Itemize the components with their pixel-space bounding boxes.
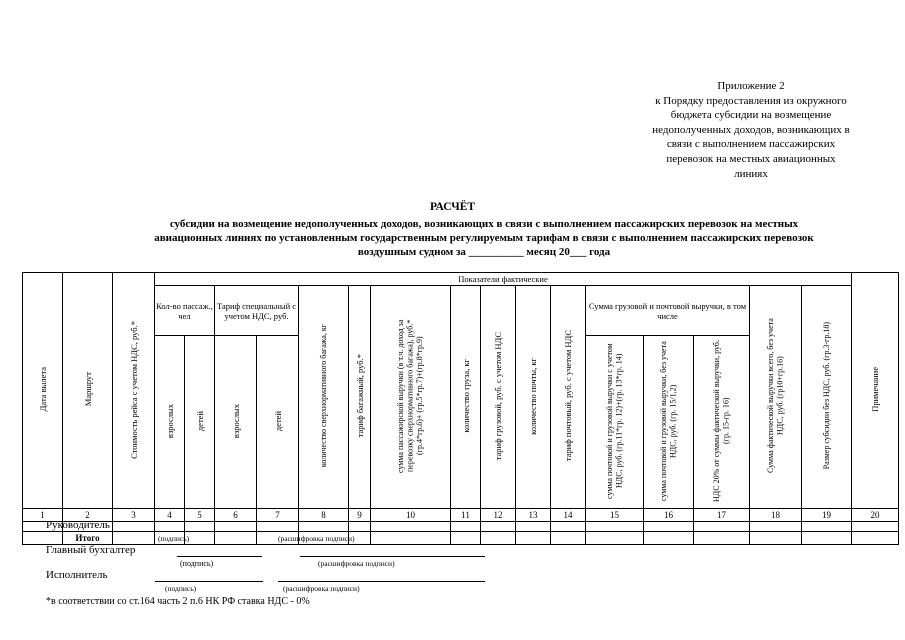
column-number: 15 <box>586 509 644 522</box>
header-total-revenue: Сумма фактической выручки всего, без учета НДС, руб. (гр10+гр.16) <box>750 286 802 509</box>
header-cargo-mail-revenue: Сумма грузовой и почтовой выручки, в том числе <box>586 286 750 336</box>
signature-caption: (подпись) <box>180 559 214 568</box>
appendix-line: бюджета субсидии на возмещение <box>670 109 832 122</box>
appendix-line: линиях <box>734 167 768 180</box>
column-number: 2 <box>63 509 113 522</box>
header-pax-adults: взрослых <box>155 336 185 509</box>
header-route: Маршрут <box>63 273 113 509</box>
column-number: 3 <box>113 509 155 522</box>
column-number: 4 <box>155 509 185 522</box>
header-vat20: НДС 20% от суммы фактической выручки, руб. (гр. 15-гр. 16) <box>694 336 750 509</box>
accountant-decoding-line[interactable] <box>300 556 485 557</box>
appendix-line: к Порядку предоставления из окружного <box>655 94 847 107</box>
appendix-line: Приложение 2 <box>717 80 785 92</box>
header-tariff-adults: взрослых <box>215 336 257 509</box>
subtitle-line: воздушным судном за __________ месяц 20___ года <box>357 245 611 258</box>
header-special-tariff: Тариф специальный с учетом НДС, руб. <box>215 286 299 336</box>
appendix-line: связи с выполнением пассажирских <box>666 138 836 151</box>
header-note: Примечание <box>852 273 899 509</box>
column-number: 5 <box>185 509 215 522</box>
column-number: 14 <box>551 509 586 522</box>
header-excess-baggage: количество сверхнормативного багажа, кг <box>299 286 349 509</box>
signature-caption: (подпись) <box>165 584 197 593</box>
signature-caption: (подпись) <box>158 534 190 543</box>
column-number: 7 <box>257 509 299 522</box>
decoding-caption: (расшифровка подписи) <box>283 584 360 593</box>
total-row <box>23 532 899 545</box>
header-cost: Стоимость рейса с учетом НДС, руб.* <box>113 273 155 509</box>
document-subtitle <box>94 218 874 259</box>
decoding-caption: (расшифровка подписи) <box>318 559 395 568</box>
executor-decoding-line[interactable] <box>278 581 485 582</box>
header-date: Дата вылета <box>23 273 63 509</box>
header-mail-tariff: тариф почтовый, руб. с учетом НДС <box>551 286 586 509</box>
executor-label: Исполнитель <box>46 569 108 581</box>
column-numbers-row <box>23 509 899 522</box>
header-pax-revenue: сумма пассажирской выручки (в т.ч. доход за перевозку сверхнормативного багажа), руб.* (гр.4*гр.6)+ (гр.5*гр.7)+(гр.8*гр.9) <box>371 286 451 509</box>
head-label: Руководитель <box>46 519 110 531</box>
footnote: *в соответствии со ст.164 часть 2 п.6 НК РФ ставка НДС - 0% <box>46 596 310 607</box>
column-number: 13 <box>516 509 551 522</box>
header-pax-children: детей <box>185 336 215 509</box>
subtitle-line: субсидии на возмещение недополученных доходов, возникающих в связи с выполнением пассажирских перевозок на местных <box>169 218 799 230</box>
header-tariff-children: детей <box>257 336 299 509</box>
column-number: 16 <box>644 509 694 522</box>
appendix-block <box>620 79 882 181</box>
header-mail-qty: количество почты, кг <box>516 286 551 509</box>
header-cargo-qty: количество груза, кг <box>451 286 481 509</box>
header-cargo-tariff: тариф грузовой, руб. с учетом НДС <box>481 286 516 509</box>
column-number: 12 <box>481 509 516 522</box>
head-signature-line[interactable] <box>155 531 263 532</box>
column-number: 8 <box>299 509 349 522</box>
total-label: Итого <box>63 532 113 545</box>
subtitle-line: авиационных линиях по установленным государственным регулируемым тарифам в связи с выполнением пассажирских перевозок <box>154 231 814 244</box>
appendix-line: перевозок на местных авиационных <box>666 152 836 165</box>
column-number: 1 <box>23 509 63 522</box>
column-number: 19 <box>802 509 852 522</box>
column-number: 17 <box>694 509 750 522</box>
executor-signature-line[interactable] <box>155 581 263 582</box>
header-actual-indicators: Показатели фактические <box>155 273 852 286</box>
header-passengers: Кол-во пассаж., чел <box>155 286 215 336</box>
column-number: 9 <box>349 509 371 522</box>
head-decoding-line[interactable] <box>275 531 485 532</box>
calculation-table <box>22 272 899 545</box>
header-subsidy: Размер субсидии без НДС, руб. (гр.3-гр.18) <box>802 286 852 509</box>
header-baggage-tariff: тариф багажный, руб.* <box>349 286 371 509</box>
decoding-caption: (расшифровка подписи) <box>278 534 355 543</box>
header-cm-without-vat: сумма почтовой и грузовой выручки, без учета НДС, руб. (гр. 15/1,2) <box>644 336 694 509</box>
table-row <box>23 522 899 532</box>
accountant-signature-line[interactable] <box>177 556 262 557</box>
column-number: 18 <box>750 509 802 522</box>
column-number: 20 <box>852 509 899 522</box>
chief-accountant-label: Главный бухгалтер <box>46 544 136 556</box>
column-number: 6 <box>215 509 257 522</box>
header-cm-with-vat: сумма почтовой и грузовой выручки с учетом НДС, руб. (гр.11*гр. 12)+(гр. 13*гр. 14) <box>586 336 644 509</box>
column-number: 10 <box>371 509 451 522</box>
column-number: 11 <box>451 509 481 522</box>
appendix-line: недополученных доходов, возникающих в <box>652 123 850 136</box>
document-title: РАСЧЁТ <box>429 201 476 213</box>
